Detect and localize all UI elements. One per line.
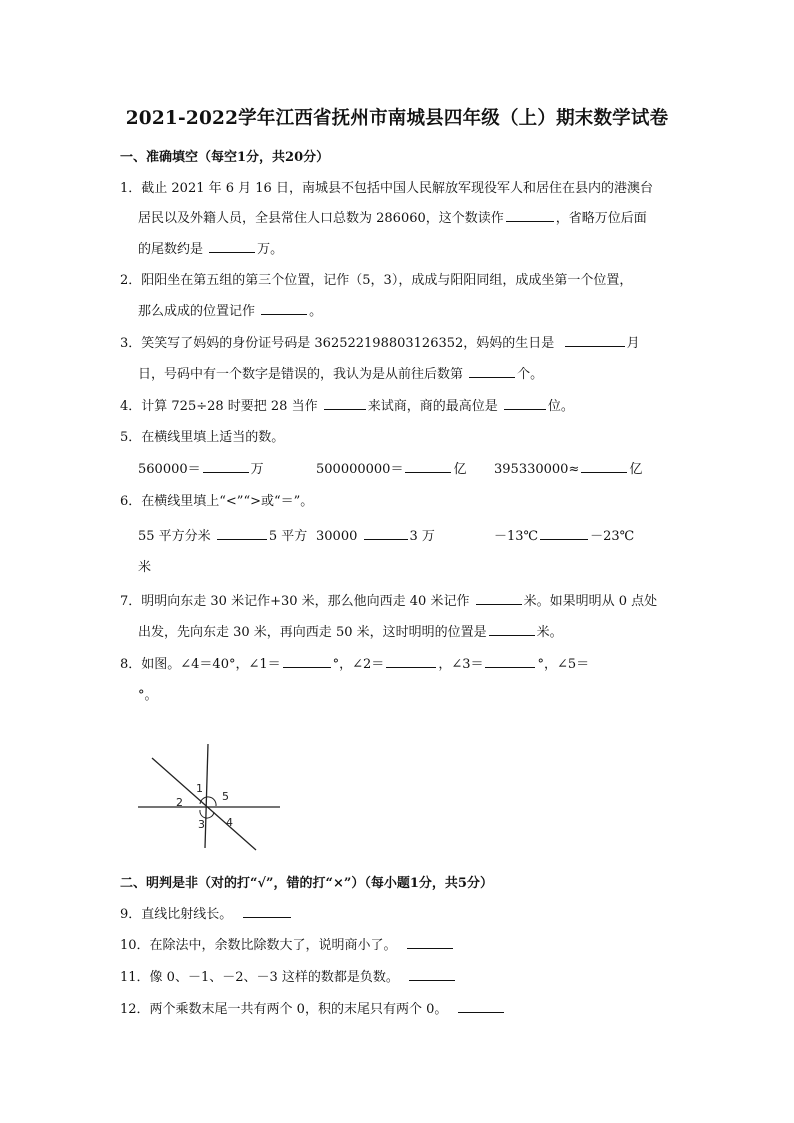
answer-blank[interactable]	[407, 936, 453, 949]
angle-figure	[130, 738, 290, 856]
angle-arc	[200, 797, 216, 806]
question-7-line-2: 出发，先向东走 30 米，再向西走 50 米，这时明明的位置是 米。	[138, 625, 563, 640]
answer-blank[interactable]	[324, 397, 366, 410]
section-heading-true-false: 二、明判是非（对的打“√”，错的打“×”）（每小题1分，共5分）	[120, 876, 493, 891]
vertical-line	[205, 744, 208, 848]
question-2-line-1: 2．阳阳坐在第五组的第三个位置，记作（5，3），成成与阳阳同组，成成坐第一个位置，	[120, 273, 633, 288]
answer-blank[interactable]	[469, 365, 515, 378]
page-title: 2021-2022学年江西省抚州市南城县四年级（上）期末数学试卷	[125, 108, 669, 129]
answer-blank[interactable]	[409, 968, 455, 981]
answer-blank[interactable]	[203, 460, 249, 473]
angle-label: 3	[198, 818, 205, 831]
question-11: 11．像 0、－1、－2、－3 这样的数都是负数。	[120, 966, 457, 985]
angle-label: 5	[222, 790, 229, 803]
angle-label: 1	[196, 782, 203, 795]
question-1-line-3: 的尾数约是 万。	[138, 242, 284, 257]
question-1-line-1: 1．截止 2021 年 6 月 16 日，南城县不包括中国人民解放军现役军人和居住在县内的港澳台	[120, 181, 653, 196]
answer-blank[interactable]	[476, 592, 522, 605]
answer-blank[interactable]	[243, 905, 291, 918]
question-4: 4．计算 725÷28 时要把 28 当作 来试商，商的最高位是 位。	[120, 399, 574, 414]
question-6-item-3: －13℃ －23℃	[494, 529, 635, 544]
question-5-item-2: 500000000＝ 亿	[316, 462, 467, 477]
answer-blank[interactable]	[405, 460, 451, 473]
answer-blank[interactable]	[565, 334, 625, 347]
question-5-item-3: 395330000≈ 亿	[494, 462, 643, 477]
question-6-item-1: 55 平方分米 5 平方	[138, 529, 308, 544]
question-6-wrap: 米	[138, 560, 152, 575]
answer-blank[interactable]	[581, 460, 627, 473]
answer-blank[interactable]	[364, 527, 408, 540]
answer-blank[interactable]	[504, 397, 546, 410]
answer-blank[interactable]	[485, 655, 535, 668]
answer-blank[interactable]	[261, 302, 307, 315]
answer-blank[interactable]	[209, 240, 255, 253]
angle-label: 4	[226, 816, 233, 829]
question-5-line-1: 5．在横线里填上适当的数。	[120, 430, 285, 445]
question-12: 12．两个乘数末尾一共有两个 0，积的末尾只有两个 0。	[120, 998, 506, 1017]
question-3-line-1: 3．笑笑写了妈妈的身份证号码是 362522198803126352，妈妈的生日是 月	[120, 336, 640, 351]
section-heading-fill-in: 一、准确填空（每空1分，共20分）	[120, 150, 330, 165]
answer-blank[interactable]	[386, 655, 436, 668]
answer-blank[interactable]	[540, 527, 588, 540]
question-3-line-2: 日，号码中有一个数字是错误的，我认为是从前往后数第 个。	[138, 367, 544, 382]
question-1-line-2: 居民以及外籍人员，全县常住人口总数为 286060，这个数读作 ，省略万位后面	[138, 211, 647, 226]
answer-blank[interactable]	[217, 527, 267, 540]
question-10: 10．在除法中，余数比除数大了，说明商小了。	[120, 934, 455, 953]
diagonal-line	[152, 758, 256, 850]
angle-label: 2	[176, 796, 183, 809]
question-6-item-2: 30000 3 万	[316, 529, 435, 544]
question-7-line-1: 7．明明向东走 30 米记作+30 米，那么他向西走 40 米记作 米。如果明明从 0 点处	[120, 594, 658, 609]
answer-blank[interactable]	[283, 655, 331, 668]
answer-blank[interactable]	[489, 623, 535, 636]
answer-blank[interactable]	[506, 209, 554, 222]
question-6-line-1: 6．在横线里填上“<”“>或“＝”。	[120, 494, 314, 509]
question-8-line-1: 8．如图。∠4＝40°，∠1＝ °，∠2＝ ，∠3＝ °，∠5＝	[120, 657, 590, 672]
question-2-line-2: 那么成成的位置记作 。	[138, 304, 323, 319]
answer-blank[interactable]	[458, 1000, 504, 1013]
question-5-item-1: 560000＝ 万	[138, 462, 264, 477]
question-8-line-2: °。	[138, 688, 158, 703]
question-9: 9．直线比射线长。	[120, 903, 293, 922]
